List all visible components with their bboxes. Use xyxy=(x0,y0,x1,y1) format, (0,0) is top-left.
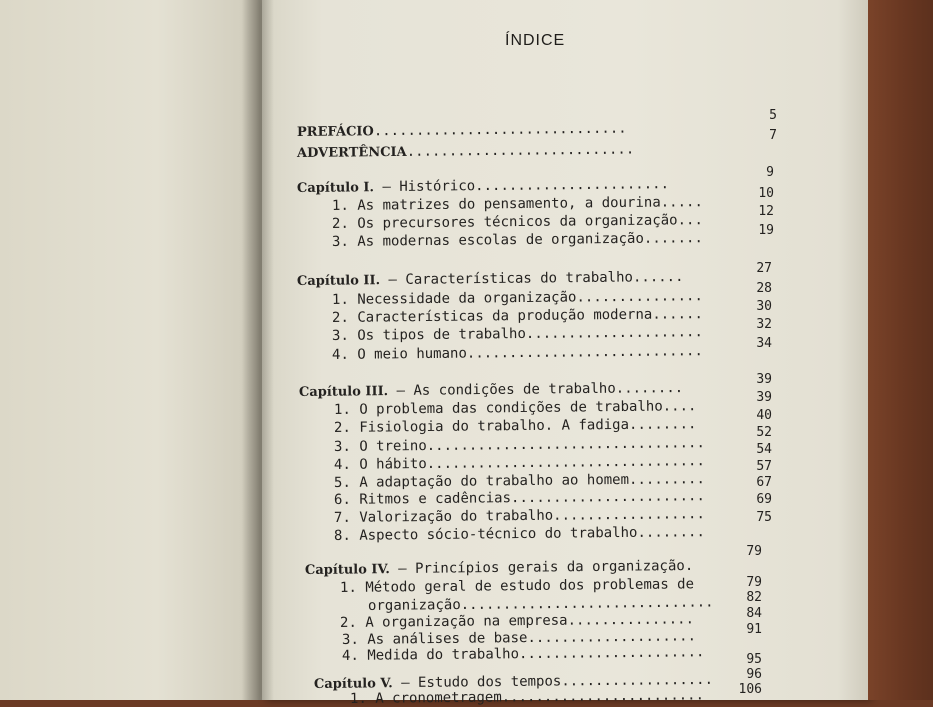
page-number: 54 xyxy=(756,442,772,457)
toc-section-label: ADVERTÊNCIA xyxy=(296,144,407,161)
toc-entry: 7. Valorização do trabalho.................. xyxy=(333,506,705,526)
toc-entry: 3. As análises de base.................... xyxy=(341,628,697,648)
left-page xyxy=(0,0,262,700)
toc-section xyxy=(297,121,627,141)
toc-entry: 2. Os precursores técnicos da organização... xyxy=(331,212,703,232)
wooden-table xyxy=(868,0,933,700)
toc-chapter-label: Capítulo III. xyxy=(298,384,389,400)
page-number: 69 xyxy=(756,492,772,507)
toc-entry: 4. O meio humano............................ xyxy=(331,343,703,363)
toc-entry: 1. Método geral de estudo dos problemas de xyxy=(339,576,695,596)
toc-leader-dots: ........................... xyxy=(406,141,635,160)
toc-chapter-label: Capítulo II. xyxy=(296,273,381,289)
toc-entry: 4. O hábito................................. xyxy=(333,453,705,473)
toc-chapter-title: — As condições de trabalho........ xyxy=(388,379,684,400)
toc-entry: 1. A cronometragem........................ xyxy=(349,687,705,707)
toc-entry: 5. A adaptação do trabalho ao homem......... xyxy=(333,471,705,491)
toc-chapter-title: — Princípios gerais da organização. xyxy=(389,557,694,578)
page-number: 84 xyxy=(746,606,762,621)
page-number: 5 xyxy=(769,108,777,123)
toc-entry: 6. Ritmos e cadências....................... xyxy=(333,488,705,508)
page-number: 9 xyxy=(766,165,774,180)
toc-entry: 1. O problema das condições de trabalho.... xyxy=(333,398,697,418)
toc-entry: 2. A organização na empresa............... xyxy=(339,611,695,631)
page-number: 95 xyxy=(746,652,762,667)
page-number: 106 xyxy=(738,682,762,697)
book-gutter xyxy=(242,0,274,700)
toc-chapter-label: Capítulo V. xyxy=(313,676,393,692)
toc-chapter-label: Capítulo I. xyxy=(296,180,375,196)
toc-entry: 3. O treino................................. xyxy=(333,435,705,455)
page-number: 79 xyxy=(746,544,762,559)
page-number: 19 xyxy=(758,223,774,238)
toc-entry: organização.............................. xyxy=(367,594,714,614)
toc-chapter-title: — Histórico....................... xyxy=(373,176,670,196)
page-number: 82 xyxy=(746,590,762,605)
page-title: ÍNDICE xyxy=(505,32,566,49)
page-number: 30 xyxy=(756,299,772,314)
page-number: 27 xyxy=(756,261,772,276)
page-number: 28 xyxy=(756,281,772,296)
toc-entry: 8. Aspecto sócio-técnico do trabalho........ xyxy=(333,524,705,544)
page-number: 7 xyxy=(769,128,777,143)
page-number: 10 xyxy=(758,186,774,201)
page-number: 34 xyxy=(756,336,772,351)
page-number: 91 xyxy=(746,622,762,637)
page-number: 32 xyxy=(756,317,772,332)
page-number: 12 xyxy=(758,204,774,219)
page-number: 39 xyxy=(756,372,772,387)
toc-entry: 1. As matrizes do pensamento, a dourina..... xyxy=(331,194,703,214)
toc-leader-dots: .............................. xyxy=(373,120,627,140)
toc-entry: 3. Os tipos de trabalho..................... xyxy=(331,324,703,344)
toc-entry: 1. Necessidade da organização............... xyxy=(331,288,703,308)
toc-chapter-label: Capítulo IV. xyxy=(304,562,390,578)
toc-section xyxy=(297,141,634,162)
toc-entry: 2. Fisiologia do trabalho. A fadiga........ xyxy=(333,416,697,436)
page-number: 39 xyxy=(756,390,772,405)
toc-section-label: PREFÁCIO xyxy=(296,124,374,140)
page-number: 67 xyxy=(756,475,772,490)
page-number: 79 xyxy=(746,575,762,590)
toc-chapter-title: — Estudo dos tempos.................. xyxy=(392,671,714,692)
page-number: 52 xyxy=(756,425,772,440)
toc-entry: 2. Características da produção moderna...... xyxy=(331,306,703,326)
toc-entry: 3. As modernas escolas de organização....... xyxy=(331,230,703,250)
toc-chapter-title: — Características do trabalho...... xyxy=(379,268,684,289)
page-number: 57 xyxy=(756,459,772,474)
page-number: 75 xyxy=(756,510,772,525)
page-number: 40 xyxy=(756,408,772,423)
toc-entry: 4. Medida do trabalho...................... xyxy=(341,644,705,664)
page-number: 96 xyxy=(746,667,762,682)
